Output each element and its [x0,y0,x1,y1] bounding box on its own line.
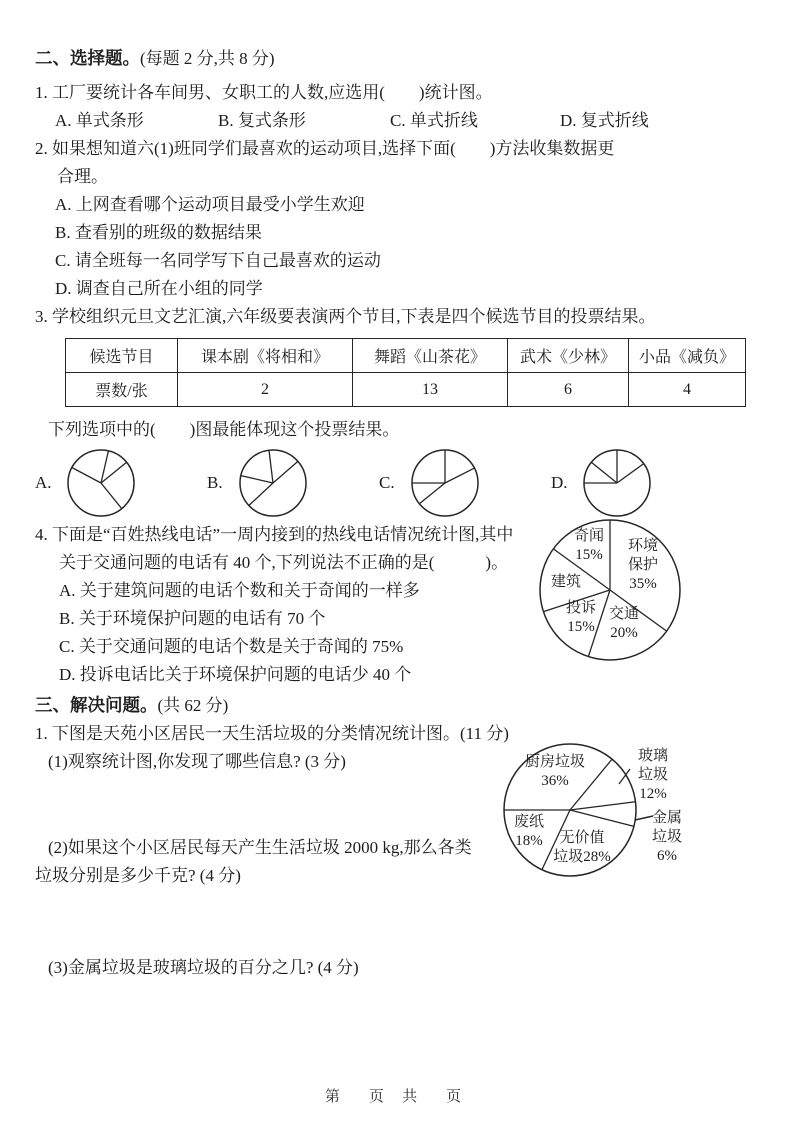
garbage-pie-chart [503,737,718,899]
table-value-cell: 13 [353,373,508,407]
solve-q1-part1: (1)观察统计图,你发现了哪些信息? (3 分) [48,752,346,771]
q4-option-b: B. 关于环境保护问题的电话有 70 个 [59,609,326,628]
pie-option-chart-b [237,447,309,519]
q4-option-c: C. 关于交通问题的电话个数是关于奇闻的 75% [59,637,404,656]
q3-pie-option-a [35,447,207,519]
section-choice-heading [35,44,765,73]
q3-pie-option-d [551,447,723,519]
pie-slice-label-jinshu: 金属 垃圾 6% [651,810,682,864]
pie-slice-label-jianzhu: 建筑 [550,574,581,590]
q1-option-c: C. 单式折线 [390,111,478,130]
section-solve [35,691,765,982]
question-2-text-line1: 2. 如果想知道六(1)班同学们最喜欢的运动项目,选择下面( )方法收集数据更 [35,139,615,158]
question-3-text: 3. 学校组织元旦文艺汇演,六年级要表演两个节目,下表是四个候选节目的投票结果。 [35,307,656,326]
pie-option-chart-c [409,447,481,519]
pie-slice-label-chufang: 厨房垃圾 36% [524,754,585,789]
pie-slice-label-wujiazhi: 无价值 垃圾28% [553,830,611,865]
q2-option-d: D. 调查自己所在小组的同学 [55,279,263,298]
pie-slice-label-feizhi: 废纸 18% [513,814,544,849]
q1-option-d: D. 复式折线 [560,111,649,130]
question-1-text: 1. 工厂要统计各车间男、女职工的人数,应选用( )统计图。 [35,83,493,102]
q1-option-a: A. 单式条形 [55,111,144,130]
table-header-cell: 舞蹈《山茶花》 [353,339,508,373]
pie-slice-label-huanjingbaohu: 环境 保护 35% [627,538,658,592]
question-4-text-line1: 4. 下面是“百姓热线电话”一周内接到的热线电话情况统计图,其中 [35,525,514,544]
table-value-row [66,373,746,407]
section-choice-title: 二、选择题。 [35,48,140,68]
question-2-text-line2: 合理。 [57,167,108,186]
table-value-cell: 6 [508,373,629,407]
pie-option-label: A. [35,473,52,492]
solve-q1-text: 1. 下图是天苑小区居民一天生活垃圾的分类情况统计图。(11 分) [35,724,509,743]
q3-pie-option-row [35,445,765,521]
section-solve-heading [35,691,765,720]
table-row-label: 票数/张 [66,373,178,407]
q4-option-d: D. 投诉电话比关于环境保护问题的电话少 40 个 [59,665,412,684]
hotline-pie-chart [535,515,685,665]
table-header-cell: 小品《减负》 [629,339,746,373]
pie-option-label: C. [379,473,395,492]
question-1-options [35,107,765,135]
solve-q1-part3: (3)金属垃圾是玻璃垃圾的百分之几? (4 分) [48,958,359,977]
pie-option-label: D. [551,473,568,492]
q2-option-b: B. 查看别的班级的数据结果 [55,223,262,242]
vote-result-table [65,338,746,407]
pie-slice-label-jiaotong: 交通 20% [608,606,639,641]
solve-q1-part2-line2: 垃圾分别是多少千克? (4 分) [35,866,241,885]
table-header-cell: 课本剧《将相和》 [178,339,353,373]
pie-slice-label-boli: 玻璃 垃圾 12% [637,748,668,802]
table-header-row [66,339,746,373]
table-header-cell: 武术《少林》 [508,339,629,373]
answer-space [35,890,765,954]
q4-option-a: A. 关于建筑问题的电话个数和关于奇闻的一样多 [59,581,420,600]
pie-slice-label-qiwen: 奇闻 15% [573,528,604,563]
pie-slice-label-tousu: 投诉 15% [565,600,596,635]
pie-option-chart-a [65,447,137,519]
section-solve-title: 三、解决问题。 [35,695,158,715]
pie-option-label: B. [207,473,223,492]
table-header-cell: 候选节目 [66,339,178,373]
q3-pie-option-b [207,447,379,519]
table-value-cell: 4 [629,373,746,407]
q2-option-c: C. 请全班每一名同学写下自己最喜欢的运动 [55,251,381,270]
q3-pie-option-c [379,447,551,519]
section-solve-note: (共 62 分) [157,696,229,715]
page-footer: 第 页 共 页 [324,1088,469,1105]
q2-option-a: A. 上网查看哪个运动项目最受小学生欢迎 [55,195,365,214]
table-value-cell: 2 [178,373,353,407]
question-4 [35,521,765,689]
question-4-text-line2: 关于交通问题的电话有 40 个,下列说法不正确的是( )。 [59,553,509,572]
pie-option-chart-d [581,447,653,519]
solve-q1-part2-line1: (2)如果这个小区居民每天产生生活垃圾 2000 kg,那么各类 [48,838,472,857]
section-choice-note: (每题 2 分,共 8 分) [140,49,275,68]
question-3-prompt: 下列选项中的( )图最能体现这个投票结果。 [48,420,400,439]
q1-option-b: B. 复式条形 [218,111,306,130]
